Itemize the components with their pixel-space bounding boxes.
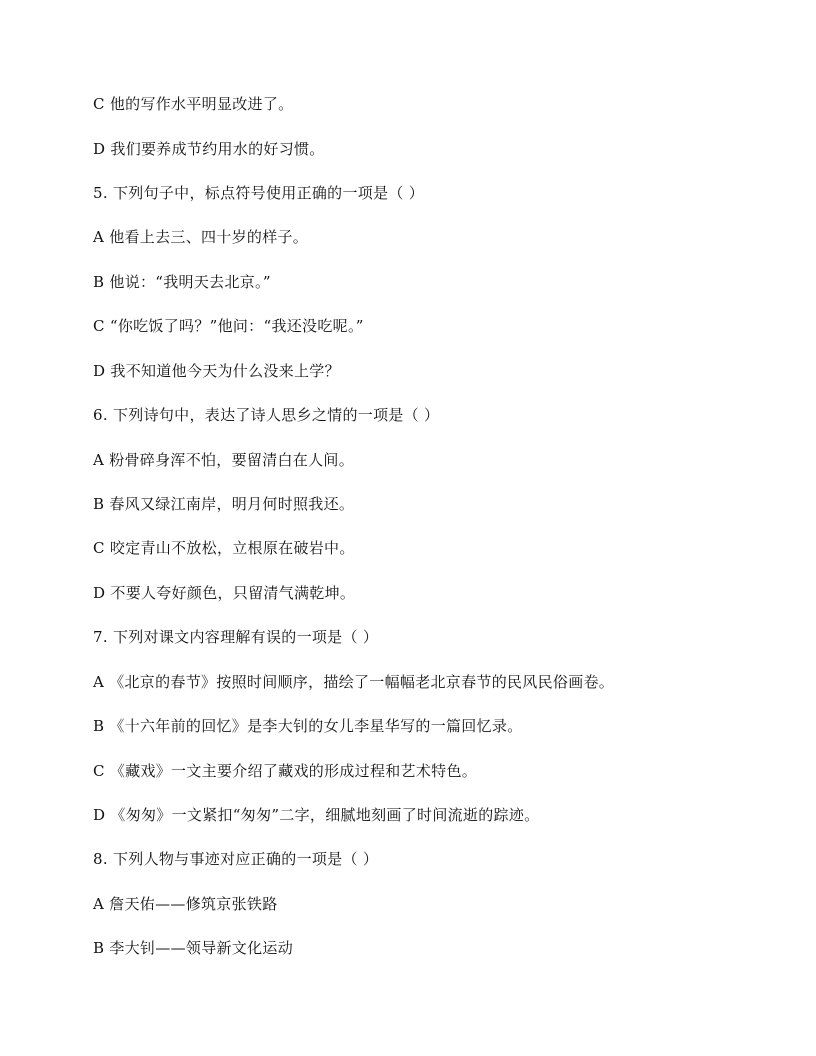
question-6: 6. 下列诗句中，表达了诗人思乡之情的一项是（ ） xyxy=(93,406,440,424)
option-a-q6: A 粉骨碎身浑不怕，要留清白在人间。 xyxy=(93,451,355,469)
option-b-q7: B 《十六年前的回忆》是李大钊的女儿李星华写的一篇回忆录。 xyxy=(93,717,523,735)
option-d-q6: D 不要人夸好颜色，只留清气满乾坤。 xyxy=(93,584,356,602)
option-a-q8: A 詹天佑——修筑京张铁路 xyxy=(93,895,278,913)
option-c-q6: C 咬定青山不放松，立根原在破岩中。 xyxy=(93,539,355,557)
option-b-q6: B 春风又绿江南岸，明月何时照我还。 xyxy=(93,495,355,513)
option-c-q7: C 《藏戏》一文主要介绍了藏戏的形成过程和艺术特色。 xyxy=(93,762,478,780)
option-a-q5: A 他看上去三、四十岁的样子。 xyxy=(93,228,309,246)
option-a-q7: A 《北京的春节》按照时间顺序，描绘了一幅幅老北京春节的民风民俗画卷。 xyxy=(93,673,615,691)
option-c-q5: C “你吃饭了吗？”他问：“我还没吃呢。” xyxy=(93,317,364,335)
question-5: 5. 下列句子中，标点符号使用正确的一项是（ ） xyxy=(93,184,425,202)
option-b-q8: B 李大钊——领导新文化运动 xyxy=(93,939,293,957)
question-8: 8. 下列人物与事迹对应正确的一项是（ ） xyxy=(93,850,379,868)
option-c-q4: C 他的写作水平明显改进了。 xyxy=(93,95,294,113)
option-d-q5: D 我不知道他今天为什么没来上学？ xyxy=(93,362,340,380)
option-b-q5: B 他说：“我明天去北京。” xyxy=(93,273,271,291)
option-d-q4: D 我们要养成节约用水的好习惯。 xyxy=(93,140,325,158)
question-7: 7. 下列对课文内容理解有误的一项是（ ） xyxy=(93,628,379,646)
option-d-q7: D 《匆匆》一文紧扣“匆匆”二字，细腻地刻画了时间流逝的踪迹。 xyxy=(93,806,540,824)
